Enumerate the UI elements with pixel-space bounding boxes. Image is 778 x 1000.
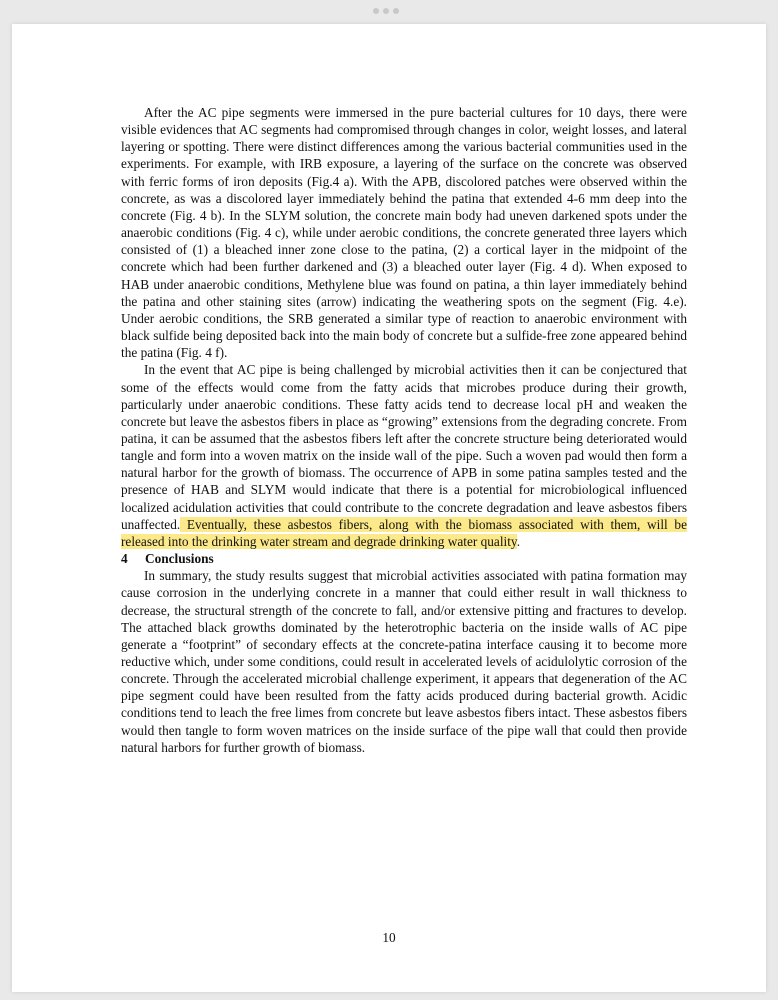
handle-dot — [383, 8, 389, 14]
paragraph-discussion-text: In the event that AC pipe is being challenged by microbial activities then it can be conjectured that some of the effects would come from the fatty acids that microbes produce during their growth, particularly under anaerobic conditions. These fatty acids tend to decrease local pH and weaken the concrete but leave the asbestos fibers in place as “growing” extensions from the degrading concrete. From patina, it can be assumed that the asbestos fibers left after the concrete structure being deteriorated would tangle and form into a woven matrix on the inside wall of the pipe. Such a woven pad would then form a natural harbor for the growth of biomass. The occurrence of APB in some patina samples tested and the presence of HAB and SLYM would indicate that there is a potential for microbiological influenced localized acidulation activities that could contribute to the concrete degradation and leave asbestos fibers unaffected. — [121, 362, 687, 532]
section-number: 4 — [121, 551, 128, 567]
document-page — [12, 24, 766, 992]
section-title: Conclusions — [145, 551, 214, 567]
page-body — [121, 104, 687, 756]
paragraph-results: After the AC pipe segments were immersed in the pure bacterial cultures for 10 days, there were visible evidences that AC segments had compromised through changes in color, weight losses, and lateral layering or spotting. There were distinct differences among the various bacterial communities used in the experiments. For example, with IRB exposure, a layering of the surface on the concrete was observed with ferric forms of iron deposits (Fig.4 a). With the APB, discolored patches were observed within the concrete, as was a discolored layer immediately behind the patina that extended 4-6 mm deep into the concrete (Fig. 4 b). In the SLYM solution, the concrete main body had uneven darkened spots under the anaerobic conditions (Fig. 4 c), while under aerobic conditions, the concrete generated three layers which consisted of (1) a bleached inner zone close to the patina, (2) a cortical layer in the midpoint of the concrete which had been further darkened and (3) a bleached outer layer (Fig. 4 d). When exposed to HAB under anaerobic conditions, Methylene blue was found on patina, a thin layer immediately behind the patina and other staining sites (arrow) indicating the weathering spots on the segment (Fig. 4.e). Under aerobic conditions, the SRB generated a similar type of reaction to anaerobic environment with black sulfide being deposited back into the main body of concrete but a sulfide-free zone appeared behind the patina (Fig. 4 f). — [121, 105, 687, 361]
paragraph-discussion-end: . — [516, 533, 521, 549]
highlighted-text: Eventually, these asbestos fibers, along with the biomass associated with them, will be released into the drinking water stream and degrade drinking water quality — [121, 516, 687, 549]
handle-dot — [373, 8, 379, 14]
window-drag-handle[interactable] — [373, 8, 399, 14]
paragraph-discussion — [121, 361, 687, 550]
handle-dot — [393, 8, 399, 14]
section-heading — [121, 550, 687, 567]
page-number: 10 — [382, 930, 396, 945]
paragraph-conclusions: In summary, the study results suggest that microbial activities associated with patina formation may cause corrosion in the underlying concrete in a manner that could either result in wall thickness to decrease, the structural strength of the concrete to fall, and/or extensive pitting and fractures to develop. The attached black growths dominated by the heterotrophic bacteria on the inside walls of AC pipe generate a “footprint” of secondary effects at the concrete-patina interface causing it to become more reductive which, under some conditions, could result in accelerated levels of acidulolytic corrosion of the concrete. Through the accelerated microbial challenge experiment, it appears that degeneration of the AC pipe segment could have been resulted from the fatty acids produced during bacterial growth. Acidic conditions tend to leach the free limes from concrete but leave asbestos fibers intact. These asbestos fibers would then tangle to form woven matrices on the inside surface of the pipe wall that could then provide natural harbors for further growth of biomass. — [121, 568, 687, 755]
